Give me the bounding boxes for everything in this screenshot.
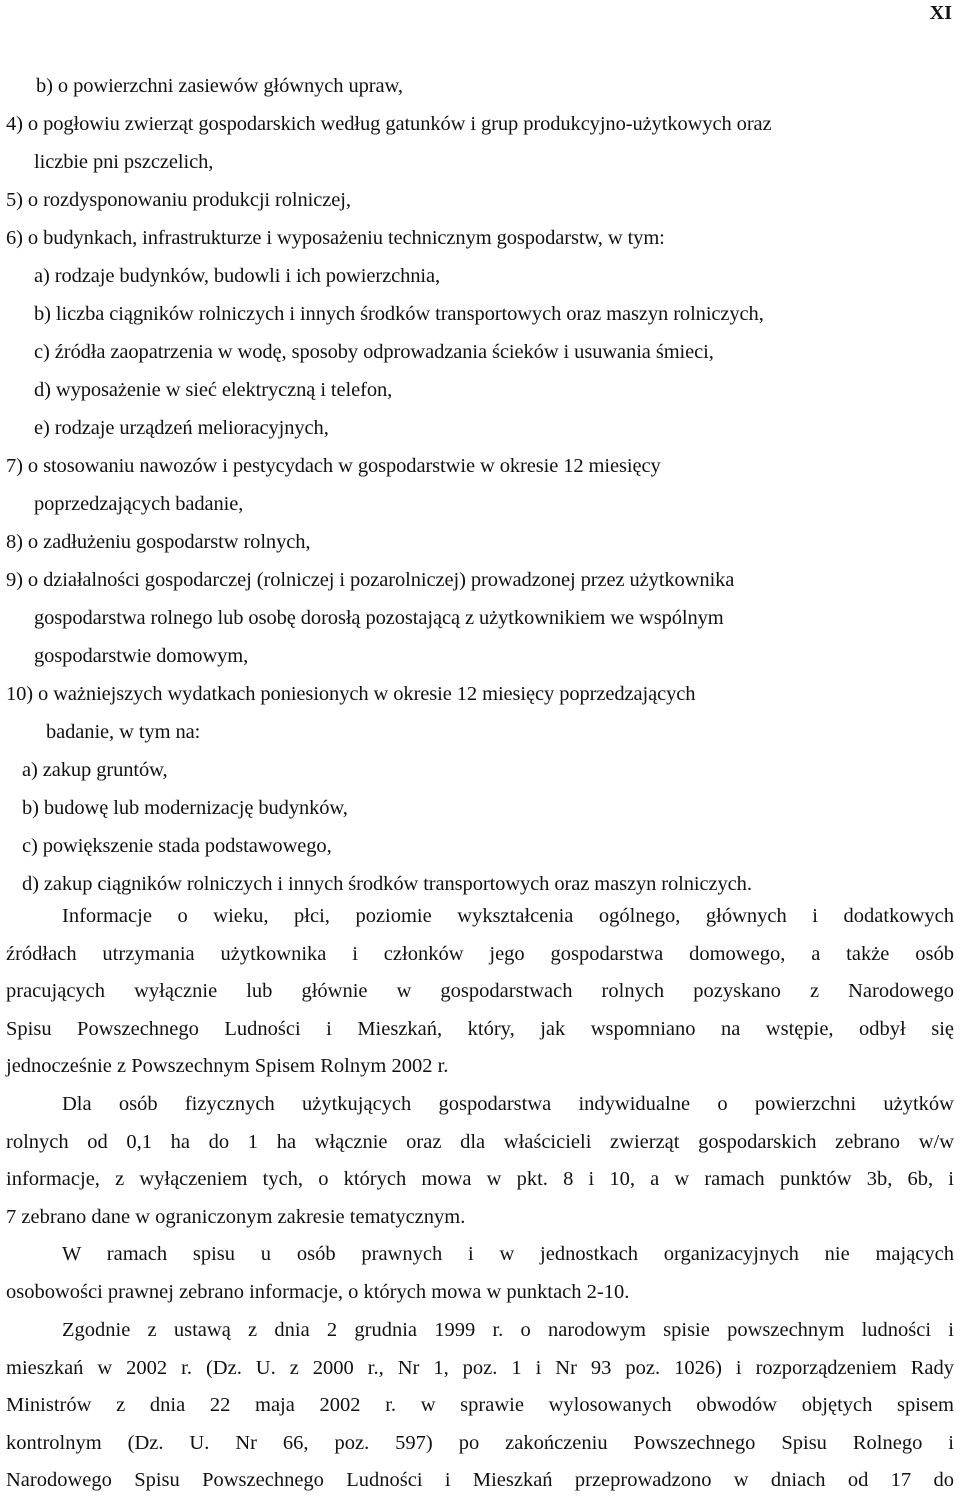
paragraph-line: Zgodnie z ustawą z dnia 2 grudnia 1999 r. o narodowym spisie powszechnym ludności i (62, 1319, 954, 1341)
paragraph-demographics (6, 898, 954, 1086)
paragraph-line: Narodowego Spisu Powszechnego Ludności i Mieszkań przeprowadzono w dniach od 17 do (6, 1469, 954, 1492)
list-item: a) rodzaje budynków, budowli i ich powierzchnia, (34, 265, 441, 287)
paragraph-line: osobowości prawnej zebrano informacje, o których mowa w punktach 2-10. (6, 1280, 630, 1303)
paragraph-line: W ramach spisu u osób prawnych i w jednostkach organizacyjnych nie mających (62, 1243, 954, 1265)
paragraph-line: 7 zebrano dane w ograniczonym zakresie tematycznym. (6, 1205, 466, 1228)
list-item: 7) o stosowaniu nawozów i pestycydach w gospodarstwie w okresie 12 miesięcy (6, 455, 661, 477)
paragraph-line: Dla osób fizycznych użytkujących gospodarstwa indywidualne o powierzchni użytków (62, 1093, 954, 1115)
page-number: XI (929, 2, 952, 24)
list-item: b) o powierzchni zasiewów głównych upraw, (36, 75, 403, 97)
paragraph-line: informacje, z wyłączeniem tych, o których mowa w pkt. 8 i 10, a w ramach punktów 3b, 6b, i (6, 1168, 954, 1191)
list-item: 5) o rozdysponowaniu produkcji rolniczej, (6, 189, 351, 211)
paragraph-legal-entities (6, 1236, 954, 1311)
list-item: e) rodzaje urządzeń melioracyjnych, (34, 417, 329, 439)
paragraph-line: mieszkań w 2002 r. (Dz. U. z 2000 r., Nr 1, poz. 1 i Nr 93 poz. 1026) i rozporządzeniem Rady (6, 1356, 954, 1379)
list-item: 8) o zadłużeniu gospodarstw rolnych, (6, 531, 311, 553)
paragraph-line: rolnych od 0,1 ha do 1 ha włącznie oraz dla właścicieli zwierząt gospodarskich zebrano w/w (6, 1130, 954, 1153)
list-item: gospodarstwa rolnego lub osobę dorosłą pozostającą z użytkownikiem we wspólnym (34, 607, 724, 629)
list-item: badanie, w tym na: (46, 721, 201, 743)
list-item: b) liczba ciągników rolniczych i innych środków transportowych oraz maszyn rolniczych, (34, 303, 764, 325)
paragraph-line: źródłach utrzymania użytkownika i członków jego gospodarstwa domowego, a także osób (6, 942, 954, 965)
paragraph-line: Informacje o wieku, płci, poziomie wykształcenia ogólnego, głównych i dodatkowych (62, 905, 954, 927)
paragraph-individuals (6, 1086, 954, 1236)
list-item: 9) o działalności gospodarczej (rolniczej i pozarolniczej) prowadzonej przez użytkownika (6, 569, 735, 591)
list-item: b) budowę lub modernizację budynków, (22, 797, 348, 819)
list-item: d) wyposażenie w sieć elektryczną i telefon, (34, 379, 393, 401)
paragraph-line: pracujących wyłącznie lub głównie w gospodarstwach rolnych pozyskano z Narodowego (6, 980, 954, 1003)
list-item: c) źródła zaopatrzenia w wodę, sposoby odprowadzania ścieków i usuwania śmieci, (34, 341, 714, 363)
list-item: gospodarstwie domowym, (34, 645, 249, 667)
list-item: liczbie pni pszczelich, (34, 151, 214, 173)
paragraph-line: kontrolnym (Dz. U. Nr 66, poz. 597) po zakończeniu Powszechnego Spisu Rolnego i (6, 1431, 954, 1454)
list-item: 4) o pogłowiu zwierząt gospodarskich według gatunków i grup produkcyjno-użytkowych oraz (6, 113, 772, 135)
list-item: c) powiększenie stada podstawowego, (22, 835, 332, 857)
list-item: poprzedzających badanie, (34, 493, 244, 515)
list-item: d) zakup ciągników rolniczych i innych środków transportowych oraz maszyn rolniczych. (22, 873, 752, 895)
list-item: a) zakup gruntów, (22, 759, 168, 781)
list-item: 6) o budynkach, infrastrukturze i wyposażeniu technicznym gospodarstw, w tym: (6, 227, 665, 249)
paragraph-legal-basis (6, 1312, 954, 1500)
paragraph-line: jednocześnie z Powszechnym Spisem Rolnym 2002 r. (6, 1055, 449, 1078)
paragraph-line: Spisu Powszechnego Ludności i Mieszkań, który, jak wspomniano na wstępie, odbył się (6, 1017, 954, 1040)
paragraph-line: Ministrów z dnia 22 maja 2002 r. w sprawie wylosowanych obwodów objętych spisem (6, 1394, 954, 1417)
list-item: 10) o ważniejszych wydatkach poniesionych w okresie 12 miesięcy poprzedzających (6, 683, 696, 705)
